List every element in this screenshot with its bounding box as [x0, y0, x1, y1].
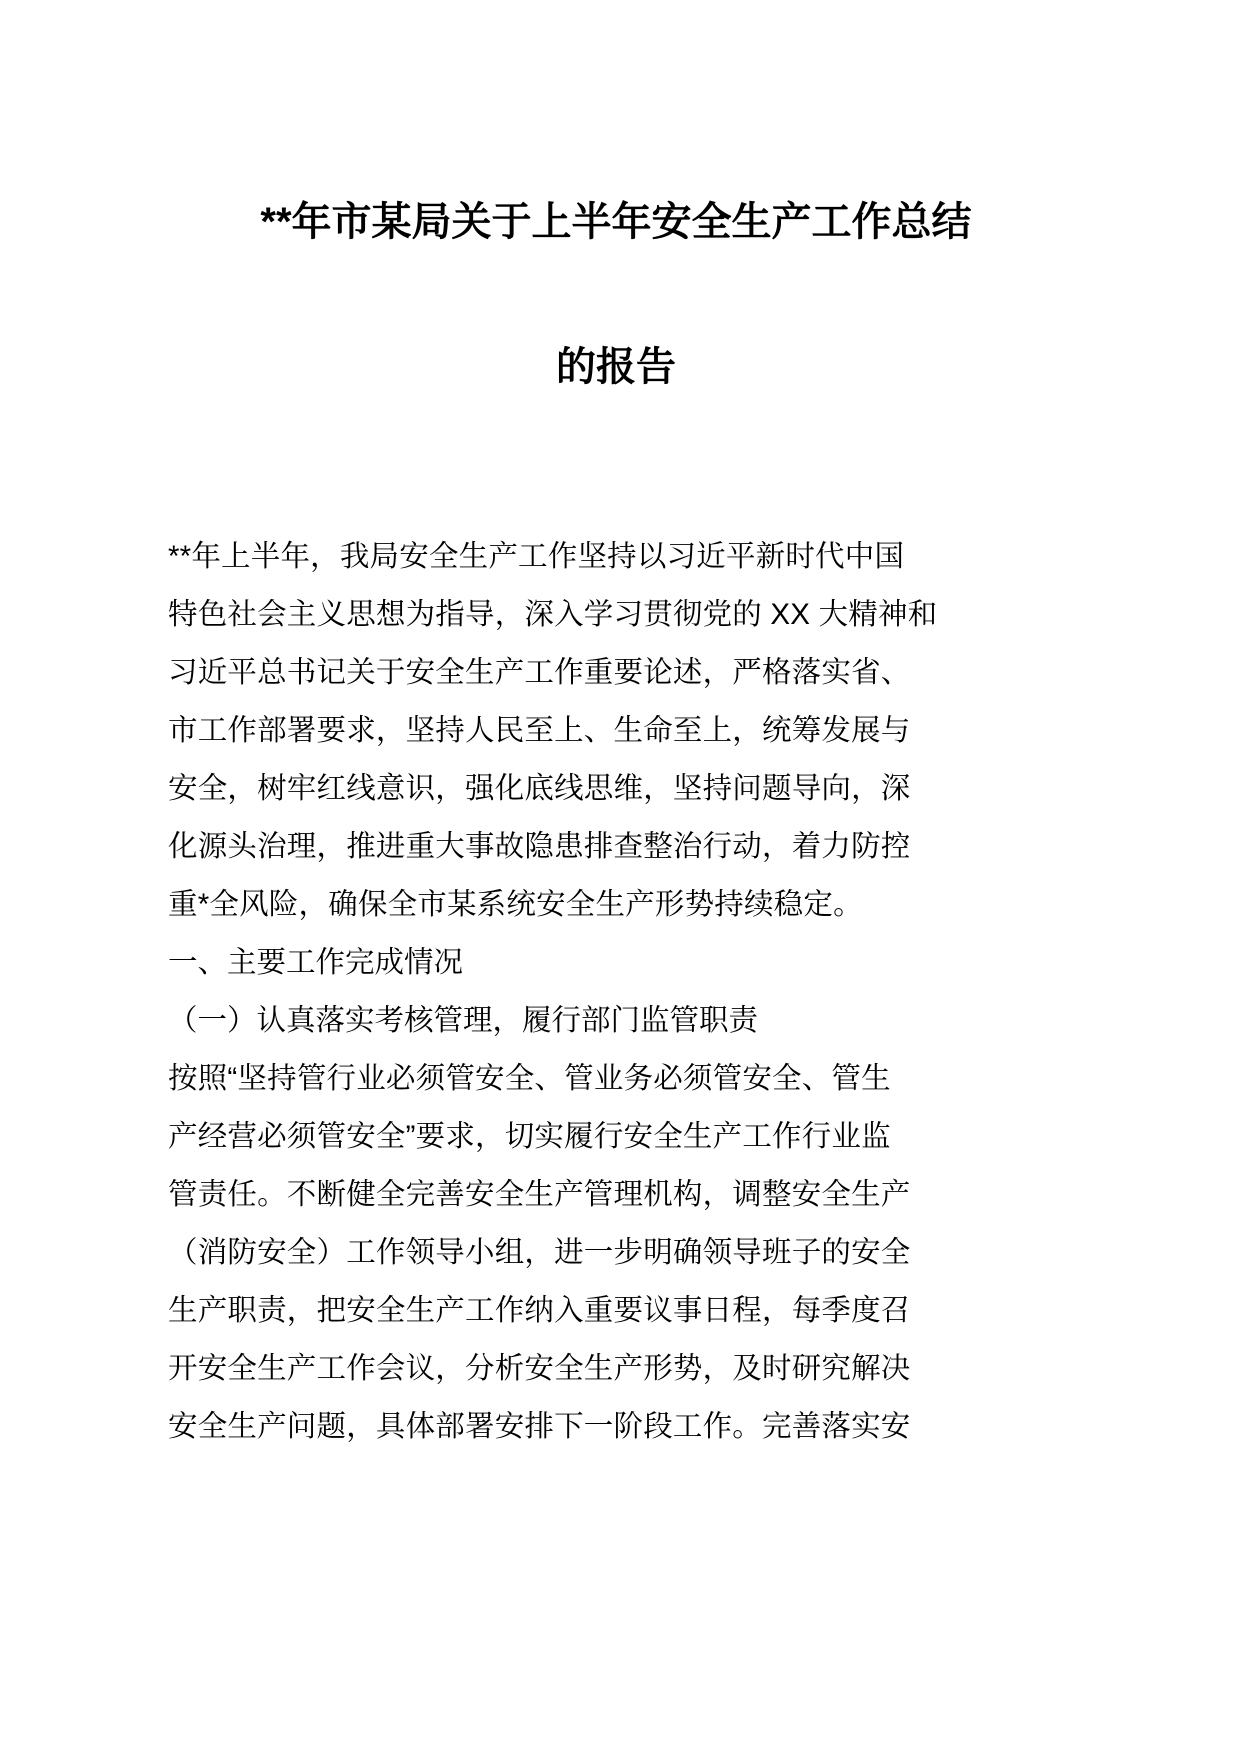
paragraph-line: 开安全生产工作会议，分析安全生产形势，及时研究解决 — [168, 1352, 911, 1385]
paragraph-line: 按照“坚持管行业必须管安全、管业务必须管安全、管生 — [168, 1062, 891, 1095]
paragraph-line: 特色社会主义思想为指导，深入学习贯彻党的 XX 大精神和 — [168, 598, 938, 631]
paragraph-line: **年上半年，我局安全生产工作坚持以习近平新时代中国 — [168, 540, 905, 573]
paragraph-line: （消防安全）工作领导小组，进一步明确领导班子的安全 — [168, 1236, 911, 1269]
section-heading-1: 一、主要工作完成情况 — [168, 946, 464, 979]
title-body-spacer — [168, 440, 1064, 528]
opening-paragraph — [168, 528, 1064, 934]
paragraph-line: 安全生产问题，具体部署安排下一阶段工作。完善落实安 — [168, 1410, 911, 1443]
paragraph-line: 管责任。不断健全完善安全生产管理机构，调整安全生产 — [168, 1178, 911, 1211]
paragraph-line: 安全，树牢红线意识，强化底线思维，坚持问题导向，深 — [168, 772, 911, 805]
page-title — [168, 0, 1064, 440]
paragraph-line: 习近平总书记关于安全生产工作重要论述，严格落实省、 — [168, 656, 911, 689]
page-title-line-1: **年市某局关于上半年安全生产工作总结 — [260, 200, 972, 244]
paragraph-line: 市工作部署要求，坚持人民至上、生命至上，统筹发展与 — [168, 714, 911, 747]
paragraph-line: 产经营必须管安全”要求，切实履行安全生产工作行业监 — [168, 1120, 891, 1153]
paragraph-line: 生产职责，把安全生产工作纳入重要议事日程，每季度召 — [168, 1294, 911, 1327]
page-title-line-2: 的报告 — [556, 345, 676, 389]
document-content — [168, 0, 1064, 1456]
paragraph-line: 重*全风险，确保全市某系统安全生产形势持续稳定。 — [168, 888, 863, 921]
body-paragraph-1 — [168, 1050, 1064, 1456]
paragraph-line: 化源头治理，推进重大事故隐患排查整治行动，着力防控 — [168, 830, 911, 863]
subsection-heading-1-1: （一）认真落实考核管理，履行部门监管职责 — [168, 1004, 759, 1037]
